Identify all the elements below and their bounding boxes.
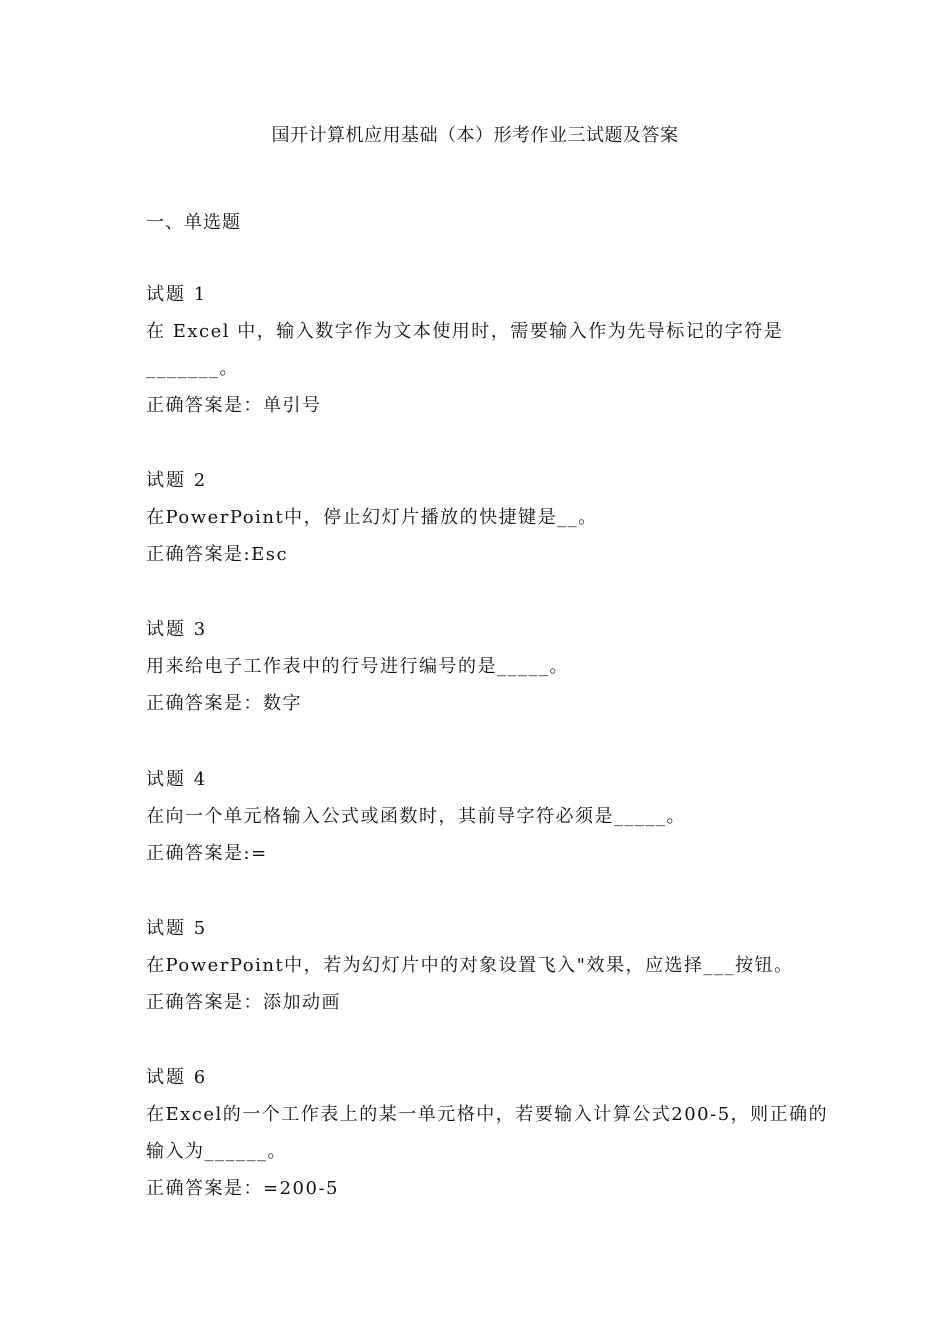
question-1-answer: 正确答案是：单引号: [146, 395, 322, 416]
question-2-answer: 正确答案是:Esc: [146, 544, 289, 565]
question-5-text: 在PowerPoint中，若为幻灯片中的对象设置飞入"效果，应选择___按钮。: [146, 955, 794, 976]
question-6-label: 试题 6: [146, 1067, 208, 1088]
question-2-label: 试题 2: [146, 470, 208, 491]
question-6-text-cont: 输入为______。: [146, 1141, 287, 1162]
question-1-text-cont: _______。: [146, 358, 239, 379]
document-title: 国开计算机应用基础（本）形考作业三试题及答案: [271, 125, 679, 146]
section-heading: 一、单选题: [146, 212, 241, 233]
question-3-text: 用来给电子工作表中的行号进行编号的是_____。: [146, 656, 569, 677]
question-4-text: 在向一个单元格输入公式或函数时，其前导字符必须是_____。: [146, 806, 686, 827]
question-1-text: 在 Excel 中，输入数字作为文本使用时，需要输入作为先导标记的字符是: [146, 321, 784, 342]
question-5-label: 试题 5: [146, 918, 208, 939]
question-3-label: 试题 3: [146, 619, 208, 640]
question-6-answer: 正确答案是：=200-5: [146, 1178, 339, 1199]
question-6-text: 在Excel的一个工作表上的某一单元格中，若要输入计算公式200-5，则正确的: [146, 1104, 829, 1125]
question-2-text: 在PowerPoint中，停止幻灯片播放的快捷键是__。: [146, 507, 598, 528]
question-1-label: 试题 1: [146, 284, 208, 305]
question-4-label: 试题 4: [146, 769, 208, 790]
question-4-answer: 正确答案是:=: [146, 843, 268, 864]
question-3-answer: 正确答案是：数字: [146, 693, 302, 714]
question-5-answer: 正确答案是：添加动画: [146, 992, 341, 1013]
